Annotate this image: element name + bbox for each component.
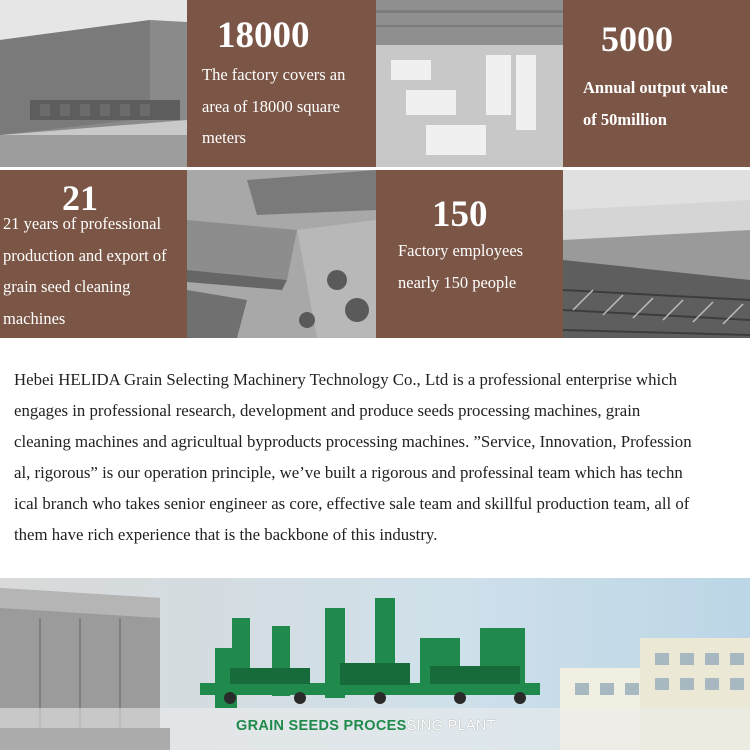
- workshop-image: [376, 0, 563, 167]
- description-line-4: al, rigorous” is our operation principle, we’ve built a rigorous and professinal team which has techn: [14, 463, 683, 482]
- laser-cutting-photo: [563, 170, 750, 338]
- description-line-3: cleaning machines and agricultual byproducts processing machines. ”Service, Innovation, Profession: [14, 432, 692, 451]
- stat-area-line-2: area of 18000 square: [202, 96, 340, 116]
- aerial-image: [187, 170, 376, 338]
- stat-years-panel: [0, 170, 187, 338]
- factory-building-image: [0, 0, 187, 167]
- stat-output-panel: [563, 0, 750, 167]
- stat-years-text: [3, 208, 167, 334]
- processing-plant-banner: [0, 578, 750, 750]
- stat-years-line-2: production and export of: [3, 245, 167, 265]
- stat-area-number: 18000: [217, 15, 310, 56]
- stat-output-text: [583, 72, 728, 135]
- banner-caption: [236, 718, 496, 734]
- stat-employees-text: [398, 235, 523, 298]
- description-line-6: them have rich experience that is the backbone of this industry.: [14, 525, 438, 544]
- description-line-5: ical branch who takes senior engineer as core, effective sale team and skillful production team, all of: [14, 494, 690, 513]
- stat-output-line-1: Annual output value: [583, 78, 728, 97]
- caption-white-part: SING PLANT: [406, 718, 496, 734]
- stat-area-line-3: meters: [202, 128, 246, 147]
- stat-output-number: 5000: [601, 19, 673, 59]
- description-line-1: Hebei HELIDA Grain Selecting Machinery Technology Co., Ltd is a professional enterprise which: [14, 370, 678, 389]
- stat-years-number: 21: [62, 178, 98, 218]
- caption-green-part: GRAIN SEEDS PROCES: [236, 718, 407, 734]
- stat-area-line-1: The factory covers an: [202, 65, 346, 84]
- stat-employees-number: 150: [432, 194, 488, 235]
- stat-years-line-4: machines: [3, 308, 66, 328]
- stat-employees-line-2: nearly 150 people: [398, 272, 517, 292]
- stat-output-line-2: of 50million: [583, 109, 667, 129]
- workshop-interior-photo: [376, 0, 563, 167]
- laser-image: [563, 170, 750, 338]
- stat-years-line-1: 21 years of professional: [3, 214, 162, 233]
- aerial-factory-photo: [187, 170, 376, 338]
- stat-area-panel: [187, 0, 376, 167]
- stat-years-line-3: grain seed cleaning: [3, 277, 131, 296]
- description-line-2: engages in professional research, development and produce seeds processing machines, grain: [14, 401, 641, 420]
- stat-employees-line-1: Factory employees: [398, 241, 524, 260]
- stat-employees-panel: [376, 170, 563, 338]
- stat-area-text: [202, 59, 345, 154]
- factory-building-photo: [0, 0, 187, 167]
- stats-grid: [0, 0, 750, 338]
- company-description: [14, 364, 738, 550]
